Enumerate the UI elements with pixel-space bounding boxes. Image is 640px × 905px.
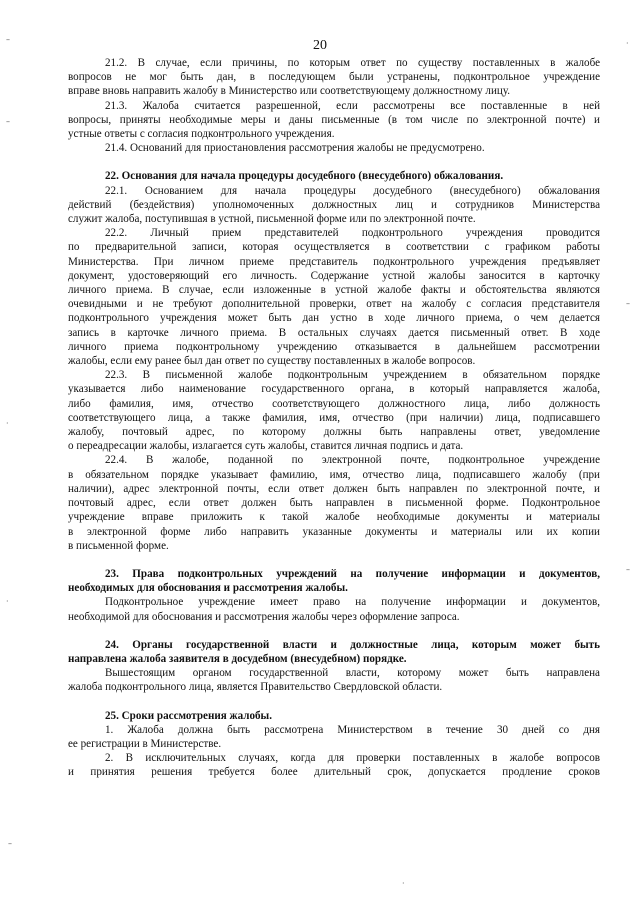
text-line: документ, удостоверяющий его личность. Содержание устной жалобы заносится в карточку (68, 269, 600, 282)
text-line: Министерства. При личном приеме представитель подконтрольного учреждения предъявляет (68, 255, 600, 268)
document-body (68, 56, 600, 780)
paragraph (68, 751, 600, 779)
text-line: в электронной форме либо направить указанные документы и материалы или их копии (68, 525, 600, 538)
section-heading (68, 638, 600, 666)
paragraph (68, 453, 600, 552)
text-line: 23. Права подконтрольных учреждений на получение информации и документов, (105, 567, 600, 580)
text-line: жалобы, если ему ранее был дан ответ по существу поставленных в жалобе вопросов. (68, 355, 476, 368)
margin-scan-mark: – (6, 117, 10, 126)
text-line: устные ответы с согласия подконтрольного учреждения. (68, 128, 335, 141)
page-number: 20 (313, 38, 327, 53)
text-line: личного приема подконтрольному учреждению отказывается в дальнейшем рассмотрении (68, 340, 600, 353)
text-line: наличии), адрес электронной почты, если ответ должен быть направлен по электронной почте, и (68, 482, 600, 495)
text-line: Вышестоящим органом государственной власти, которому может быть направлена (105, 667, 600, 680)
text-line: личного приема. В случае, если изложенные в устной жалобе факты и обстоятельства являются (68, 284, 600, 297)
text-line: 22.1. Основанием для начала процедуры досудебного (внесудебного) обжалования (105, 184, 600, 197)
margin-scan-mark: · (626, 39, 629, 48)
text-line: в письменной форме. (68, 539, 169, 552)
text-line: запись в карточке личного приема. В остальных случаях дается письменный ответ. В ходе (68, 326, 600, 339)
text-line: 2. В исключительных случаях, когда для проверки поставленных в жалобе вопросов (105, 752, 600, 765)
paragraph (68, 141, 600, 155)
text-line: 1. Жалоба должна быть рассмотрена Министерством в течение 30 дней со дня (105, 723, 600, 736)
text-line: 25. Сроки рассмотрения жалобы. (105, 709, 272, 722)
text-line: 21.4. Оснований для приостановления рассмотрения жалобы не предусмотрено. (105, 142, 485, 155)
paragraph (68, 184, 600, 227)
text-line: учреждение вправе приложить к такой жалобе необходимые документы и материалы (68, 511, 600, 524)
paragraph (68, 723, 600, 751)
text-line: ее регистрации в Министерстве. (68, 737, 222, 750)
text-line: соответствующего лица, а также фамилия, имя, отчество (при наличии) лица, подписавшего (68, 411, 600, 424)
text-line: по предварительной записи, которая осуществляется в соответствии с графиком работы (68, 241, 600, 254)
paragraph (68, 666, 600, 694)
text-line: почтовый адрес, если ответ должен быть направлен в письменной форме. Подконтрольное (68, 497, 600, 510)
text-line: вопросы, приняты необходимые меры и даны письменные (в том числе по электронной почте) и (68, 113, 600, 126)
text-line: необходимых для обоснования и рассмотрения жалобы. (68, 582, 348, 595)
margin-scan-mark: · (402, 879, 405, 888)
section-heading (68, 709, 600, 723)
text-line: жалобу, почтовый адрес, по которому должны быть направлены ответ, уведомление (68, 426, 600, 439)
margin-scan-mark: – (6, 35, 10, 44)
text-line: о переадресации жалобы, излагается суть жалобы, ставится личная подпись и дата. (68, 440, 464, 453)
text-line: в обязательном порядке указывает фамилию, имя, отчество лица, подписавшего жалобу (при (68, 468, 600, 481)
text-line: Подконтрольное учреждение имеет право на получение информации и документов, (105, 596, 600, 609)
paragraph (68, 226, 600, 368)
text-line: указывается либо наименование государственного органа, в который направляется жалоба, (68, 383, 600, 396)
section-heading (68, 169, 600, 183)
paragraph (68, 56, 600, 99)
text-line: 21.2. В случае, если причины, по которым ответ по существу поставленных в жалобе (105, 57, 600, 69)
text-line: 21.3. Жалоба считается разрешенной, если рассмотрены все поставленные в ней (105, 99, 600, 112)
text-line: 24. Органы государственной власти и должностные лица, которым может быть (105, 638, 600, 651)
section-heading (68, 567, 600, 595)
text-line: служит жалоба, поступившая в устной, письменной форме или по электронной почте. (68, 213, 476, 226)
text-line: вправе вновь направить жалобу в Министерство или соответствующему должностному лицу. (68, 85, 511, 98)
text-line: вопросов не мог быть дан, в последующем были устранены, подконтрольное учреждение (68, 71, 600, 84)
paragraph (68, 99, 600, 142)
text-line: направлена жалоба заявителя в досудебном (внесудебном) порядке. (68, 652, 407, 665)
text-line: подконтрольного учреждения может быть дан устно в ходе личного приема, о чем делается (68, 312, 600, 325)
text-line: жалоба подконтрольного лица, является Правительство Свердловской области. (68, 681, 443, 694)
text-line: 22.2. Личный прием представителей подконтрольного учреждения проводится (105, 227, 600, 240)
text-line: 22. Основания для начала процедуры досудебного (внесудебного) обжалования. (105, 170, 504, 183)
margin-scan-mark: · (6, 419, 9, 428)
text-line: действий (бездействия) уполномоченных должностных лиц и сотрудников Министерства (68, 198, 600, 211)
text-line: необходимой для обоснования и рассмотрения жалобы через оформление запроса. (68, 610, 460, 623)
text-line: 22.3. В письменной жалобе подконтрольным учреждением в обязательном порядке (105, 369, 600, 382)
text-line: и принятия решения требуется более длительный срок, допускается продление сроков (68, 766, 600, 779)
paragraph (68, 368, 600, 453)
paragraph (68, 595, 600, 623)
margin-scan-mark: · (6, 597, 9, 606)
text-line: либо фамилия, имя, отчество соответствующего должностного лица, либо должность (68, 397, 600, 410)
margin-scan-mark: – (626, 565, 630, 574)
margin-scan-mark: – (626, 299, 630, 308)
margin-scan-mark: – (8, 839, 12, 848)
text-line: очевидными и не требуют дополнительной проверки, ответ на жалобу с согласия представителя (68, 298, 600, 311)
text-line: 22.4. В жалобе, поданной по электронной почте, подконтрольное учреждение (105, 454, 600, 467)
